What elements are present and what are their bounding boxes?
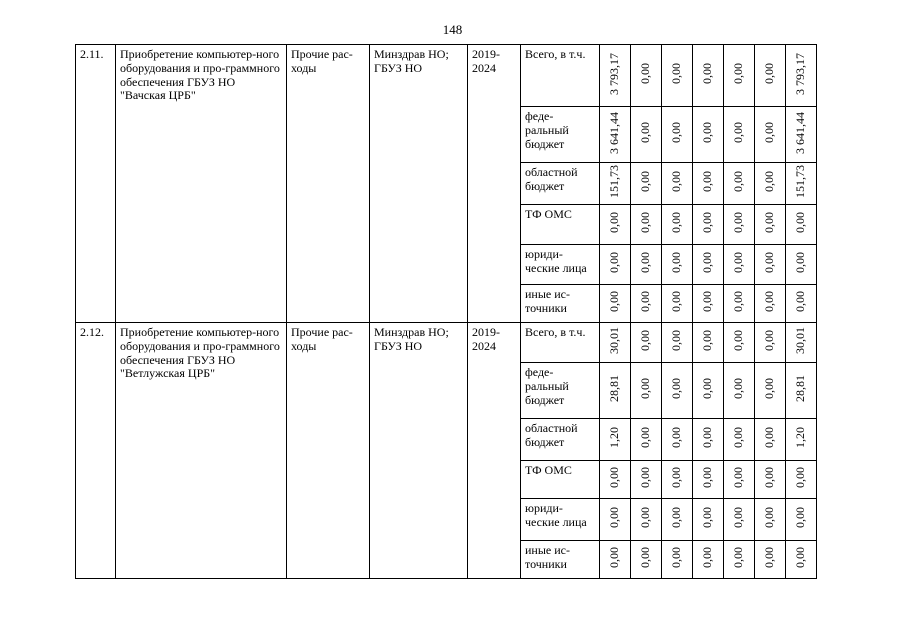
amount-value: 0,00 <box>700 122 715 144</box>
amount-cell <box>786 285 817 323</box>
amount-value: 0,00 <box>793 467 808 489</box>
item-number: 2.12. <box>76 323 116 579</box>
amount-value: 0,00 <box>731 291 746 313</box>
amount-value: 0,00 <box>731 212 746 234</box>
amount-value: 28,81 <box>793 375 808 403</box>
amount-value: 0,00 <box>638 122 653 144</box>
amount-cell <box>600 419 631 461</box>
amount-cell <box>786 419 817 461</box>
amount-cell <box>662 245 693 285</box>
expense-type: Прочие рас-ходы <box>287 323 370 579</box>
funding-source: областной бюджет <box>521 163 600 205</box>
amount-cell <box>631 107 662 163</box>
amount-cell <box>755 541 786 579</box>
amount-cell <box>755 499 786 541</box>
funding-source: феде-ральный бюджет <box>521 363 600 419</box>
amount-value: 0,00 <box>731 63 746 85</box>
amount-cell <box>600 45 631 107</box>
funding-source: ТФ ОМС <box>521 205 600 245</box>
amount-value: 0,00 <box>607 252 622 274</box>
amount-value: 0,00 <box>669 291 684 313</box>
amount-value: 0,00 <box>607 467 622 489</box>
amount-value: 3 793,17 <box>793 52 808 95</box>
amount-value: 0,00 <box>638 171 653 193</box>
amount-value: 0,00 <box>638 547 653 569</box>
amount-cell <box>631 419 662 461</box>
funding-source: юриди-ческие лица <box>521 499 600 541</box>
funding-source: ТФ ОМС <box>521 461 600 499</box>
amount-value: 0,00 <box>669 547 684 569</box>
amount-value: 0,00 <box>669 467 684 489</box>
amount-cell <box>755 205 786 245</box>
item-number: 2.11. <box>76 45 116 323</box>
amount-cell <box>724 363 755 419</box>
amount-cell <box>786 541 817 579</box>
amount-cell <box>755 285 786 323</box>
amount-value: 0,00 <box>793 291 808 313</box>
amount-cell <box>662 323 693 363</box>
amount-value: 0,00 <box>669 171 684 193</box>
amount-value: 0,00 <box>700 467 715 489</box>
executor: Минздрав НО; ГБУЗ НО <box>370 323 468 579</box>
amount-cell <box>631 45 662 107</box>
amount-cell <box>600 323 631 363</box>
amount-value: 0,00 <box>669 252 684 274</box>
amount-value: 0,00 <box>669 212 684 234</box>
amount-value: 0,00 <box>669 427 684 449</box>
amount-cell <box>724 323 755 363</box>
amount-cell <box>724 419 755 461</box>
amount-cell <box>662 461 693 499</box>
amount-cell <box>662 419 693 461</box>
amount-value: 0,00 <box>638 378 653 400</box>
amount-cell <box>786 163 817 205</box>
amount-cell <box>600 205 631 245</box>
amount-cell <box>786 363 817 419</box>
amount-cell <box>600 461 631 499</box>
amount-value: 0,00 <box>762 212 777 234</box>
amount-value: 151,73 <box>607 165 622 199</box>
amount-value: 0,00 <box>762 291 777 313</box>
amount-value: 0,00 <box>762 330 777 352</box>
amount-cell <box>693 541 724 579</box>
amount-value: 0,00 <box>731 330 746 352</box>
amount-cell <box>724 245 755 285</box>
amount-value: 0,00 <box>731 122 746 144</box>
amount-cell <box>755 107 786 163</box>
amount-value: 0,00 <box>762 122 777 144</box>
amount-cell <box>662 107 693 163</box>
amount-value: 0,00 <box>607 547 622 569</box>
amount-value: 0,00 <box>762 252 777 274</box>
amount-cell <box>786 499 817 541</box>
amount-cell <box>662 163 693 205</box>
amount-value: 0,00 <box>669 378 684 400</box>
amount-cell <box>724 107 755 163</box>
amount-cell <box>662 285 693 323</box>
funding-source: Всего, в т.ч. <box>521 323 600 363</box>
amount-value: 0,00 <box>638 507 653 529</box>
amount-cell <box>662 499 693 541</box>
amount-cell <box>631 461 662 499</box>
funding-source: иные ис-точники <box>521 541 600 579</box>
amount-cell <box>755 419 786 461</box>
amount-value: 0,00 <box>731 378 746 400</box>
funding-source: иные ис-точники <box>521 285 600 323</box>
amount-cell <box>755 45 786 107</box>
amount-value: 0,00 <box>762 547 777 569</box>
amount-value: 0,00 <box>669 122 684 144</box>
amount-value: 3 641,44 <box>607 111 622 154</box>
amount-cell <box>631 363 662 419</box>
amount-cell <box>786 205 817 245</box>
amount-cell <box>724 285 755 323</box>
budget-table <box>75 44 863 579</box>
amount-cell <box>631 245 662 285</box>
amount-cell <box>693 285 724 323</box>
amount-value: 0,00 <box>700 63 715 85</box>
amount-cell <box>755 323 786 363</box>
amount-value: 0,00 <box>762 171 777 193</box>
table-row <box>76 45 863 107</box>
amount-value: 0,00 <box>731 507 746 529</box>
amount-value: 0,00 <box>638 291 653 313</box>
table-row <box>76 323 863 363</box>
amount-value: 151,73 <box>793 165 808 199</box>
amount-value: 0,00 <box>793 507 808 529</box>
funding-source: Всего, в т.ч. <box>521 45 600 107</box>
amount-value: 0,00 <box>731 171 746 193</box>
funding-source: областной бюджет <box>521 419 600 461</box>
amount-value: 0,00 <box>700 547 715 569</box>
amount-cell <box>631 285 662 323</box>
amount-value: 30,01 <box>793 327 808 355</box>
amount-value: 0,00 <box>607 291 622 313</box>
amount-value: 0,00 <box>700 330 715 352</box>
amount-value: 0,00 <box>793 547 808 569</box>
amount-cell <box>693 245 724 285</box>
expense-type: Прочие рас-ходы <box>287 45 370 323</box>
period: 2019-2024 <box>468 45 521 323</box>
amount-cell <box>724 45 755 107</box>
funding-source: феде-ральный бюджет <box>521 107 600 163</box>
amount-cell <box>600 499 631 541</box>
amount-cell <box>631 163 662 205</box>
amount-cell <box>662 363 693 419</box>
amount-cell <box>724 163 755 205</box>
amount-value: 1,20 <box>607 427 622 449</box>
amount-value: 0,00 <box>638 63 653 85</box>
amount-cell <box>631 205 662 245</box>
amount-cell <box>662 205 693 245</box>
amount-value: 0,00 <box>700 212 715 234</box>
amount-cell <box>693 363 724 419</box>
amount-cell <box>724 205 755 245</box>
period: 2019-2024 <box>468 323 521 579</box>
amount-cell <box>724 499 755 541</box>
amount-cell <box>693 205 724 245</box>
amount-cell <box>693 163 724 205</box>
funding-source: юриди-ческие лица <box>521 245 600 285</box>
amount-cell <box>693 499 724 541</box>
amount-value: 0,00 <box>700 291 715 313</box>
amount-cell <box>600 163 631 205</box>
amount-value: 0,00 <box>638 467 653 489</box>
amount-cell <box>693 419 724 461</box>
amount-cell <box>631 323 662 363</box>
item-name: Приобретение компьютер-ного оборудования и про-граммного обеспечения ГБУЗ НО "Вачская ЦРБ" <box>116 45 287 323</box>
amount-cell <box>600 107 631 163</box>
amount-value: 0,00 <box>700 378 715 400</box>
amount-value: 0,00 <box>762 467 777 489</box>
amount-cell <box>631 499 662 541</box>
amount-value: 28,81 <box>607 375 622 403</box>
amount-value: 0,00 <box>669 63 684 85</box>
amount-cell <box>693 461 724 499</box>
amount-value: 0,00 <box>669 507 684 529</box>
amount-value: 0,00 <box>793 252 808 274</box>
amount-value: 0,00 <box>638 212 653 234</box>
amount-cell <box>786 45 817 107</box>
amount-cell <box>600 363 631 419</box>
amount-value: 0,00 <box>762 427 777 449</box>
amount-value: 0,00 <box>731 252 746 274</box>
amount-value: 0,00 <box>731 467 746 489</box>
amount-cell <box>600 285 631 323</box>
amount-value: 3 793,17 <box>607 52 622 95</box>
item-name: Приобретение компьютер-ного оборудования и про-граммного обеспечения ГБУЗ НО "Ветлужская ЦРБ" <box>116 323 287 579</box>
amount-cell <box>693 45 724 107</box>
amount-value: 0,00 <box>700 171 715 193</box>
amount-cell <box>600 245 631 285</box>
amount-cell <box>724 541 755 579</box>
amount-value: 30,01 <box>607 327 622 355</box>
amount-cell <box>662 541 693 579</box>
amount-value: 0,00 <box>762 378 777 400</box>
amount-cell <box>755 163 786 205</box>
page-number: 148 <box>442 22 463 37</box>
amount-value: 0,00 <box>731 427 746 449</box>
amount-cell <box>786 461 817 499</box>
amount-value: 0,00 <box>607 212 622 234</box>
amount-cell <box>693 107 724 163</box>
amount-value: 0,00 <box>638 427 653 449</box>
amount-value: 3 641,44 <box>793 111 808 154</box>
amount-value: 0,00 <box>638 252 653 274</box>
amount-value: 0,00 <box>700 507 715 529</box>
amount-cell <box>786 245 817 285</box>
amount-value: 0,00 <box>607 507 622 529</box>
amount-cell <box>631 541 662 579</box>
amount-value: 0,00 <box>669 330 684 352</box>
amount-value: 0,00 <box>793 212 808 234</box>
amount-value: 0,00 <box>700 252 715 274</box>
amount-value: 0,00 <box>638 330 653 352</box>
amount-value: 0,00 <box>731 547 746 569</box>
amount-cell <box>693 323 724 363</box>
amount-cell <box>755 363 786 419</box>
amount-cell <box>786 107 817 163</box>
amount-cell <box>662 45 693 107</box>
amount-value: 0,00 <box>700 427 715 449</box>
amount-value: 1,20 <box>793 427 808 449</box>
amount-value: 0,00 <box>762 507 777 529</box>
executor: Минздрав НО; ГБУЗ НО <box>370 45 468 323</box>
amount-cell <box>755 461 786 499</box>
amount-cell <box>600 541 631 579</box>
amount-cell <box>786 323 817 363</box>
amount-value: 0,00 <box>762 63 777 85</box>
amount-cell <box>724 461 755 499</box>
amount-cell <box>755 245 786 285</box>
